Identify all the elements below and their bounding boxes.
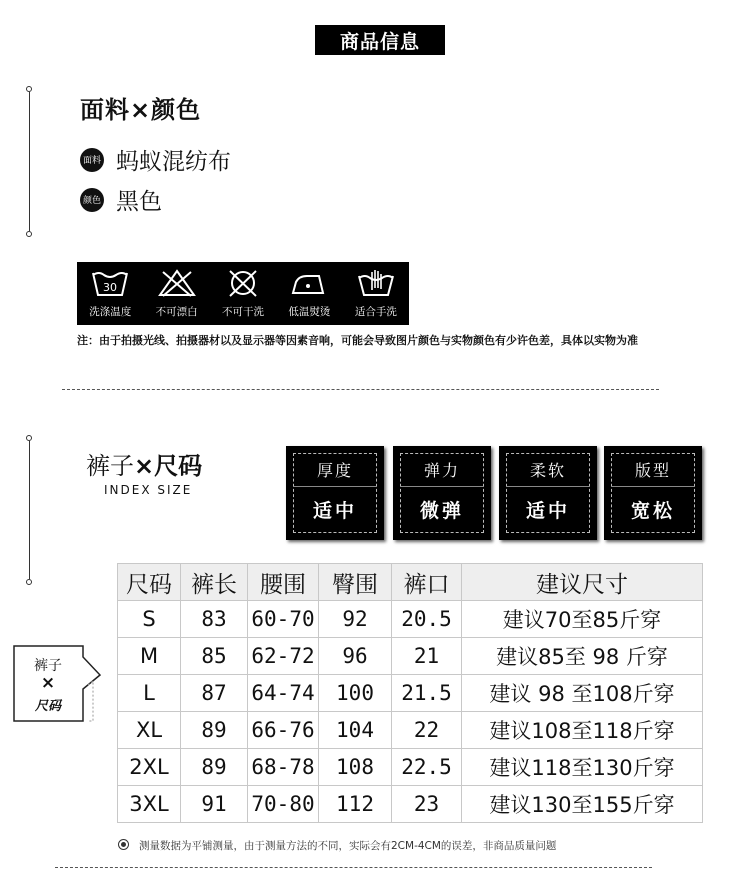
cell-size: 3XL <box>118 786 181 823</box>
card-softness <box>499 446 597 540</box>
cell-leg-opening: 21 <box>392 638 462 675</box>
cell-waist: 70-80 <box>248 786 319 823</box>
card-value: 适中 <box>312 500 357 522</box>
card-label: 柔软 <box>529 461 566 480</box>
timeline-line-2 <box>29 441 30 579</box>
cell-waist: 68-78 <box>248 749 319 786</box>
col-header-suggestion: 建议尺寸 <box>462 564 703 601</box>
timeline-dot-bottom <box>26 231 32 237</box>
pants-title-b: 尺码 <box>154 452 203 480</box>
col-header-hip: 臀围 <box>319 564 392 601</box>
card-value: 微弹 <box>419 500 464 522</box>
color-row <box>80 183 162 216</box>
table-row <box>118 638 703 675</box>
pants-size-title <box>86 446 202 481</box>
care-item-dry-clean <box>210 262 276 325</box>
cell-size: XL <box>118 712 181 749</box>
measurement-footnote <box>118 838 556 853</box>
timeline-dot-bottom-2 <box>26 579 32 585</box>
cell-leg-opening: 23 <box>392 786 462 823</box>
table-row <box>118 786 703 823</box>
cell-length: 83 <box>181 601 248 638</box>
cell-length: 91 <box>181 786 248 823</box>
cell-suggestion: 建议108至118斤穿 <box>462 712 703 749</box>
card-label: 版型 <box>634 461 671 480</box>
no-dry-clean-icon <box>223 268 263 298</box>
table-row <box>118 675 703 712</box>
card-elasticity <box>393 446 491 540</box>
tag-line-3: 尺码 <box>34 699 61 714</box>
hand-wash-icon <box>356 268 396 298</box>
wash-30-icon <box>90 268 130 298</box>
table-row <box>118 601 703 638</box>
care-label-bleach: 不可漂白 <box>155 306 198 318</box>
cell-suggestion: 建议70至85斤穿 <box>462 601 703 638</box>
timeline-line <box>29 92 30 231</box>
divider-dashed-top <box>62 389 659 390</box>
card-thickness <box>286 446 384 540</box>
card-divider <box>612 486 694 487</box>
card-divider <box>401 486 483 487</box>
index-size-subtitle: INDEX SIZE <box>104 483 193 497</box>
cell-leg-opening: 22 <box>392 712 462 749</box>
footnote-text: 测量数据为平铺测量，由于测量方法的不同，实际会有2CM-4CM的误差，非商品质量问题 <box>139 840 557 852</box>
cell-size: S <box>118 601 181 638</box>
cell-leg-opening: 20.5 <box>392 601 462 638</box>
cell-leg-opening: 21.5 <box>392 675 462 712</box>
card-value: 适中 <box>525 500 570 522</box>
cell-length: 89 <box>181 712 248 749</box>
cell-size: L <box>118 675 181 712</box>
cell-hip: 112 <box>319 786 392 823</box>
col-header-length: 裤长 <box>181 564 248 601</box>
care-label-iron: 低温熨烫 <box>288 306 331 318</box>
table-header-row <box>118 564 703 601</box>
section-header-product-info <box>315 25 445 55</box>
cell-leg-opening: 22.5 <box>392 749 462 786</box>
care-label-wash: 洗涤温度 <box>89 306 132 318</box>
cell-length: 89 <box>181 749 248 786</box>
cell-size: M <box>118 638 181 675</box>
cell-waist: 60-70 <box>248 601 319 638</box>
fabric-value: 蚂蚁混纺布 <box>116 149 231 175</box>
card-label: 弹力 <box>423 461 460 480</box>
card-divider <box>507 486 589 487</box>
material-title: 面料×颜色 <box>80 96 202 124</box>
bullet-target-icon <box>118 839 129 850</box>
cell-length: 87 <box>181 675 248 712</box>
card-divider <box>294 486 376 487</box>
low-iron-icon <box>289 268 329 298</box>
cell-hip: 104 <box>319 712 392 749</box>
cell-waist: 64-74 <box>248 675 319 712</box>
cell-hip: 100 <box>319 675 392 712</box>
pants-title-x: × <box>134 452 155 480</box>
cell-suggestion: 建议118至130斤穿 <box>462 749 703 786</box>
cell-suggestion: 建议85至 98 斤穿 <box>462 638 703 675</box>
care-item-hand-wash <box>343 262 409 325</box>
card-label: 厚度 <box>316 461 353 480</box>
tag-line-2: × <box>40 673 56 693</box>
color-value: 黑色 <box>116 189 162 215</box>
col-header-leg-opening: 裤口 <box>392 564 462 601</box>
cell-hip: 96 <box>319 638 392 675</box>
card-fit <box>604 446 702 540</box>
wash-temperature-number: 30 <box>103 281 118 294</box>
cell-suggestion: 建议130至155斤穿 <box>462 786 703 823</box>
size-table <box>117 563 703 823</box>
care-item-iron <box>276 262 342 325</box>
table-row <box>118 749 703 786</box>
fabric-badge: 面料 <box>80 148 104 172</box>
col-header-size: 尺码 <box>118 564 181 601</box>
color-note: 注：由于拍摄光线、拍摄器材以及显示器等因素音响，可能会导致图片颜色与实物颜色有少许色差，具体以实物为准 <box>77 334 638 347</box>
pants-title-a: 裤子 <box>86 452 134 480</box>
care-item-bleach <box>143 262 209 325</box>
cell-length: 85 <box>181 638 248 675</box>
card-value: 宽松 <box>630 500 675 522</box>
care-instructions <box>77 262 409 325</box>
no-bleach-icon <box>157 268 197 298</box>
cell-size: 2XL <box>118 749 181 786</box>
tag-line-1: 裤子 <box>34 658 62 674</box>
divider-dashed-bottom <box>55 867 652 868</box>
care-label-hand-wash: 适合手洗 <box>354 306 397 318</box>
cell-hip: 92 <box>319 601 392 638</box>
color-badge: 颜色 <box>80 188 104 212</box>
care-item-wash <box>77 262 143 325</box>
cell-waist: 62-72 <box>248 638 319 675</box>
table-row <box>118 712 703 749</box>
col-header-waist: 腰围 <box>248 564 319 601</box>
material-row <box>80 143 231 176</box>
pants-size-tag <box>13 645 102 722</box>
cell-waist: 66-76 <box>248 712 319 749</box>
section-header-text: 商品信息 <box>339 30 420 53</box>
care-label-dry-clean: 不可干洗 <box>222 306 265 318</box>
cell-suggestion: 建议 98 至108斤穿 <box>462 675 703 712</box>
cell-hip: 108 <box>319 749 392 786</box>
